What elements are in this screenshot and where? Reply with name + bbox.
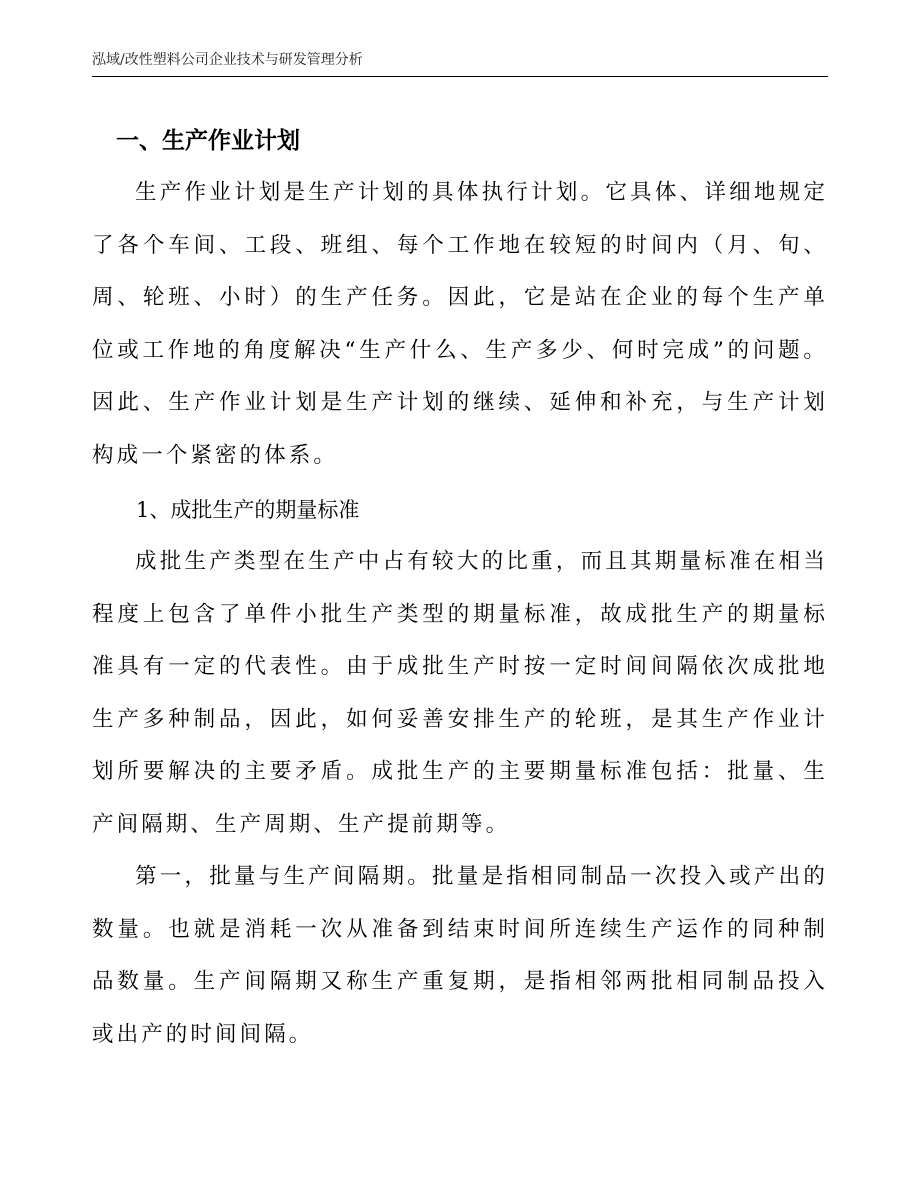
intro-paragraph: 生产作业计划是生产计划的具体执行计划。它具体、详细地规定了各个车间、工段、班组、每个工作地在较短的时间内（月、旬、周、轮班、小时）的生产任务。因此，它是站在企业的每个生产单位或工作地的角度解决“生产什么、生产多少、何时完成”的问题。因此、生产作业计划是生产计划的继续、延伸和补充，与生产计划构成一个紧密的体系。 <box>92 180 828 468</box>
batch-interval-paragraph: 第一，批量与生产间隔期。批量是指相同制品一次投入或产出的数量。也就是消耗一次从准备到结束时间所连续生产运作的同种制品数量。生产间隔期又称生产重复期，是指相邻两批相同制品投入或出产的时间间隔。 <box>92 864 828 1047</box>
page-header-title: 泓域/改性塑料公司企业技术与研发管理分析 <box>92 52 363 68</box>
subsection-heading: 1、成批生产的期量标准 <box>136 498 360 522</box>
batch-standards-paragraph: 成批生产类型在生产中占有较大的比重，而且其期量标准在相当程度上包含了单件小批生产类型的期量标准，故成批生产的期量标准具有一定的代表性。由于成批生产时按一定时间间隔依次成批地生产多种制品，因此，如何妥善安排生产的轮班，是其生产作业计划所要解决的主要矛盾。成批生产的主要期量标准包括：批量、生产间隔期、生产周期、生产提前期等。 <box>92 549 828 837</box>
header-divider <box>92 76 828 77</box>
document-body <box>92 115 828 1061</box>
section-heading: 一、生产作业计划 <box>116 127 300 154</box>
